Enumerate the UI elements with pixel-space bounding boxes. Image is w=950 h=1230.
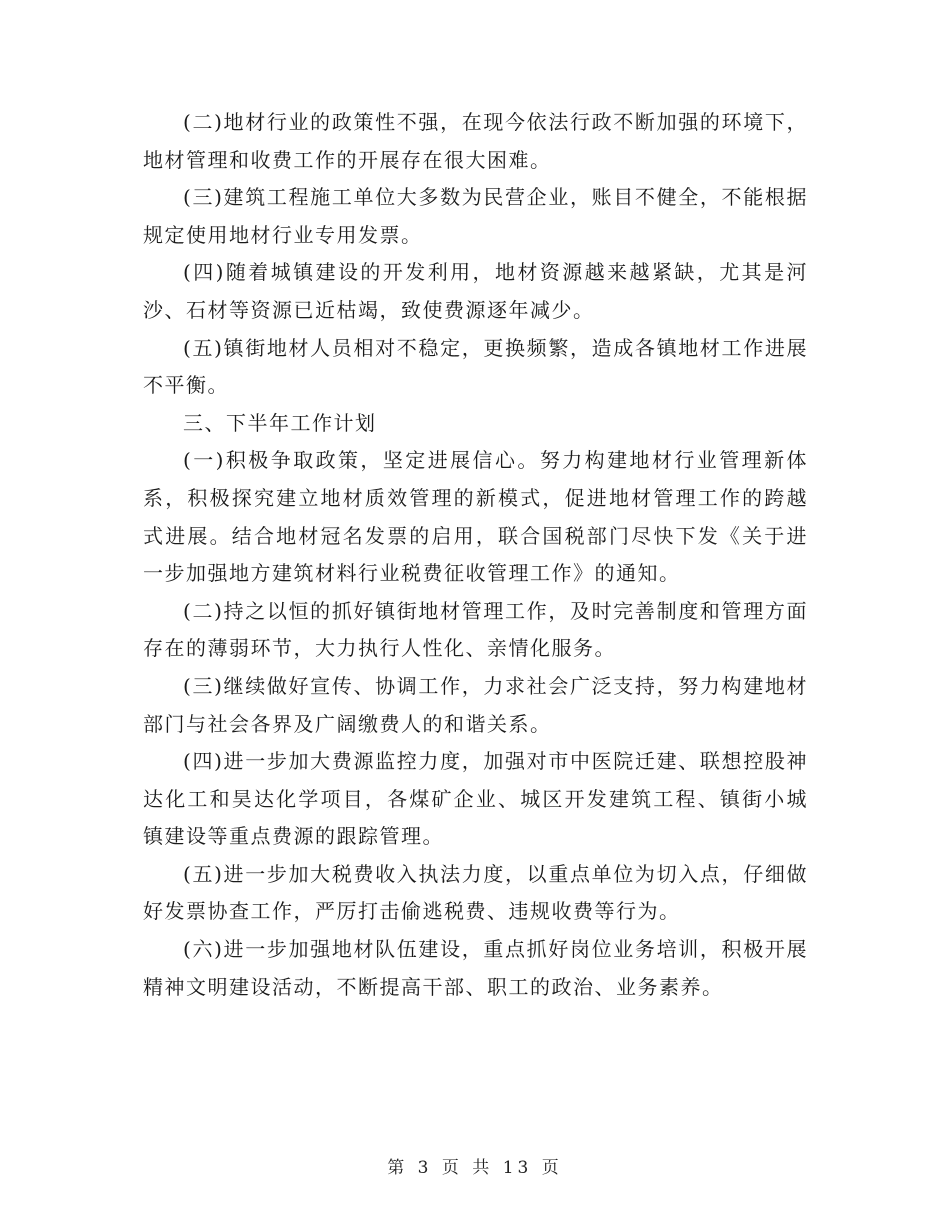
paragraph-plan-5: (五)进一步加大税费收入执法力度，以重点单位为切入点，仔细做好发票协查工作，严厉打击偷逃税费、违规收费等行为。 [143, 861, 808, 924]
paragraph-problem-2: (二)地材行业的政策性不强，在现今依法行政不断加强的环境下，地材管理和收费工作的开展存在很大困难。 [143, 110, 808, 172]
paragraph-problem-5: (五)镇街地材人员相对不稳定，更换频繁，造成各镇地材工作进展不平衡。 [143, 335, 808, 398]
paragraph-problem-3: (三)建筑工程施工单位大多数为民营企业，账目不健全，不能根据规定使用地材行业专用发票。 [143, 185, 808, 247]
paragraph-plan-3: (三)继续做好宣传、协调工作，力求社会广泛支持，努力构建地材部门与社会各界及广阔缴费人的和谐关系。 [143, 673, 808, 736]
paragraph-plan-2: (二)持之以恒的抓好镇街地材管理工作，及时完善制度和管理方面存在的薄弱环节，大力执行人性化、亲情化服务。 [143, 598, 808, 661]
document-body [143, 104, 808, 1006]
paragraph-plan-4: (四)进一步加大费源监控力度，加强对市中医院迁建、联想控股神达化工和昊达化学项目，各煤矿企业、城区开发建筑工程、镇街小城镇建设等重点费源的跟踪管理。 [143, 749, 808, 849]
page-number-footer: 第 3 页 共 13 页 [387, 1158, 563, 1178]
section-heading-plan: 三、下半年工作计划 [183, 410, 377, 435]
paragraph-plan-6: (六)进一步加强地材队伍建设，重点抓好岗位业务培训，积极开展精神文明建设活动，不断提高干部、职工的政治、业务素养。 [143, 937, 808, 999]
paragraph-plan-1: (一)积极争取政策，坚定进展信心。努力构建地材行业管理新体系，积极探究建立地材质效管理的新模式，促进地材管理工作的跨越式进展。结合地材冠名发票的启用，联合国税部门尽快下发《关于进一步加强地方建筑材料行业税费征收管理工作》的通知。 [143, 448, 808, 586]
paragraph-problem-4: (四)随着城镇建设的开发利用，地材资源越来越紧缺，尤其是河沙、石材等资源已近枯竭，致使费源逐年减少。 [143, 260, 808, 322]
